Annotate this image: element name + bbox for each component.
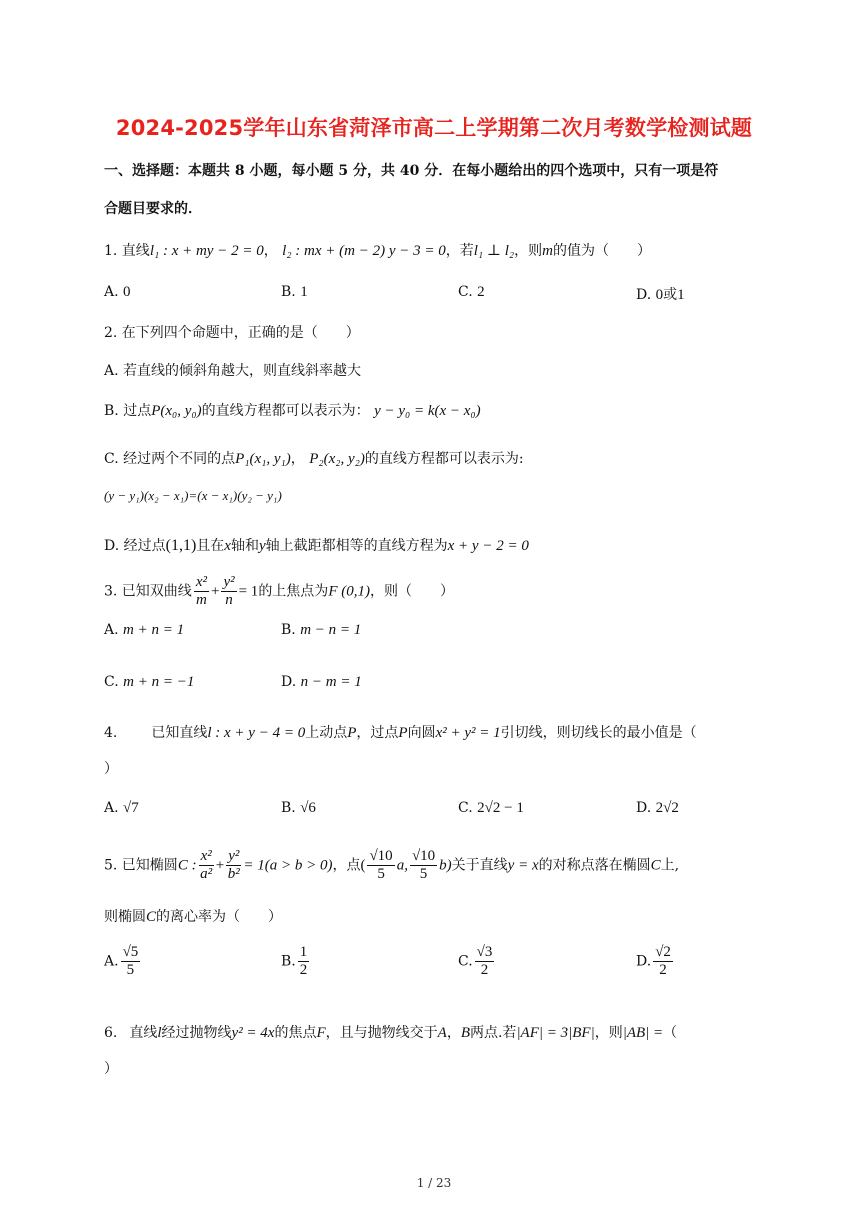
option-label: D. bbox=[636, 800, 652, 816]
q1-condition-prefix: ，若 bbox=[445, 243, 474, 259]
option-value: m − n = 1 bbox=[300, 622, 362, 638]
q3-focus: F (0,1) bbox=[328, 583, 370, 600]
q4-number: 4. bbox=[104, 725, 118, 741]
page-title: 2024-2025学年山东省菏泽市高二上学期第二次月考数学检测试题 bbox=[115, 116, 753, 140]
q3-equals: = 1 bbox=[238, 583, 259, 600]
q5-line2-prefix: 则椭圆 bbox=[104, 909, 146, 925]
q2-c-equation-text: (y − y₁)(x₂ − x₁)=(x − x₁)(y₂ − y₁) bbox=[104, 488, 282, 503]
q3-middle: 的上焦点为 bbox=[258, 583, 329, 600]
option-label: D. bbox=[636, 953, 652, 970]
q5-option-c[interactable] bbox=[458, 944, 496, 979]
q6-separator: ， bbox=[446, 1025, 461, 1041]
q4-tail: 引切线，则切线长的最小值是（ bbox=[500, 725, 697, 741]
q5-point-frac-b bbox=[410, 848, 437, 883]
q2-d-y: y bbox=[258, 538, 266, 554]
option-label: A. bbox=[104, 622, 119, 638]
option-connector: 或 bbox=[663, 287, 678, 303]
option-value-2: 1 bbox=[677, 287, 685, 303]
q2-option-d[interactable] bbox=[104, 535, 529, 555]
fraction-denominator: 5 bbox=[419, 866, 428, 882]
fraction-numerator: 1 bbox=[299, 944, 308, 960]
q2-c-equation bbox=[104, 488, 282, 504]
option-label: B. bbox=[281, 284, 296, 300]
fraction-numerator: √10 bbox=[369, 848, 393, 864]
fraction-numerator: √3 bbox=[476, 944, 493, 960]
option-value: 2√2 − 1 bbox=[477, 800, 524, 816]
q5-condition: = 1(a > b > 0) bbox=[243, 857, 333, 874]
q6-focus-f: F bbox=[316, 1025, 326, 1041]
q2-c-point1: P₁(x₁, y₁) bbox=[235, 451, 291, 467]
option-label: A. bbox=[104, 953, 119, 970]
question-2-stem: 2. 在下列四个命题中，正确的是（ ） bbox=[104, 325, 360, 341]
option-value: 0 bbox=[123, 284, 131, 300]
q5-option-a[interactable] bbox=[104, 944, 142, 979]
q1-option-d[interactable] bbox=[636, 284, 685, 304]
q6-number: 6. bbox=[104, 1025, 118, 1041]
q5-point-frac-a bbox=[367, 848, 394, 883]
q4-mid1: 上动点 bbox=[305, 725, 348, 741]
fraction-denominator: a² bbox=[200, 866, 213, 882]
q6-tail-line2: ） bbox=[104, 1061, 118, 1077]
q4-option-c[interactable] bbox=[458, 800, 524, 817]
q6-mid1: 经过抛物线 bbox=[161, 1025, 232, 1041]
fraction-numerator: √5 bbox=[122, 944, 139, 960]
q5-line2-c: C bbox=[146, 909, 157, 925]
question-1-stem bbox=[104, 240, 651, 260]
page-number: 1 / 23 bbox=[416, 1176, 452, 1190]
option-value: 1 bbox=[300, 284, 308, 300]
q1-condition: l₁ ⊥ l₂ bbox=[473, 243, 515, 259]
q2-c-tail: 的直线方程都可以表示为: bbox=[364, 451, 524, 467]
q1-option-c[interactable] bbox=[458, 284, 485, 301]
q2-b-middle: 的直线方程都可以表示为： bbox=[201, 403, 370, 419]
q1-separator: ， bbox=[263, 243, 278, 259]
option-value: √6 bbox=[300, 800, 316, 816]
q3-fraction-y bbox=[221, 574, 236, 609]
q1-option-b[interactable] bbox=[281, 284, 308, 301]
q1-condition-suffix: ，则 bbox=[514, 243, 543, 259]
q5-tail: 的对称点落在椭圆 bbox=[538, 857, 651, 874]
q1-tail: 的值为（ ） bbox=[552, 243, 651, 259]
q4-option-b[interactable] bbox=[281, 800, 316, 817]
option-value: n − m = 1 bbox=[300, 674, 362, 690]
option-value: 0 bbox=[655, 287, 664, 303]
q6-line-l: l bbox=[157, 1025, 162, 1041]
fraction-denominator: 2 bbox=[659, 962, 667, 978]
fraction-denominator: 2 bbox=[299, 962, 308, 978]
q2-option-b[interactable] bbox=[104, 400, 481, 420]
fraction-denominator: n bbox=[225, 592, 233, 608]
option-label: C. bbox=[458, 284, 473, 300]
q5-prefix: 5. 已知椭圆 bbox=[104, 857, 178, 874]
q5-middle: ，点 bbox=[332, 857, 361, 874]
option-fraction bbox=[121, 944, 141, 979]
q5-point-b: b) bbox=[439, 857, 452, 874]
q5-line: y = x bbox=[507, 857, 539, 874]
q6-prefix: 直线 bbox=[129, 1025, 158, 1041]
q6-point-a: A bbox=[437, 1025, 447, 1041]
q2-option-a[interactable]: A. 若直线的倾斜角越大，则直线斜率越大 bbox=[104, 363, 362, 379]
q3-option-a[interactable] bbox=[104, 622, 184, 639]
option-fraction bbox=[475, 944, 495, 979]
q5-middle2: 关于直线 bbox=[451, 857, 508, 874]
option-label: C. bbox=[458, 953, 473, 970]
fraction-numerator: y² bbox=[228, 848, 240, 864]
q4-prefix: 已知直线 bbox=[151, 725, 208, 741]
q2-d-equation: x + y − 2 = 0 bbox=[447, 538, 529, 554]
option-label: A. bbox=[104, 284, 119, 300]
section-instructions-line1: 一、选择题：本题共 8 小题，每小题 5 分，共 40 分．在每小题给出的四个选项中，只有一项是符 bbox=[104, 163, 719, 179]
fraction-numerator: √2 bbox=[655, 944, 671, 960]
option-fraction bbox=[298, 944, 310, 979]
q1-variable: m bbox=[542, 243, 553, 259]
q4-tail-line2: ） bbox=[104, 761, 118, 777]
q6-parabola: y² = 4x bbox=[231, 1025, 275, 1041]
q2-option-c[interactable] bbox=[104, 448, 524, 468]
fraction-numerator: x² bbox=[200, 848, 212, 864]
q6-ask: |AB| = bbox=[622, 1025, 664, 1041]
option-label: C. bbox=[458, 800, 473, 816]
q3-option-c[interactable] bbox=[104, 674, 194, 691]
option-value: 2√2 bbox=[655, 800, 679, 816]
q4-line-equation: l : x + y − 4 = 0 bbox=[207, 725, 306, 741]
q6-point-b: B bbox=[460, 1025, 470, 1041]
option-label: D. bbox=[636, 287, 652, 303]
q4-circle-equation: x² + y² = 1 bbox=[435, 725, 501, 741]
q3-option-d[interactable] bbox=[281, 674, 362, 691]
q6-mid2: 的焦点 bbox=[274, 1025, 317, 1041]
q5-option-b[interactable] bbox=[281, 944, 311, 979]
q5-point-open: ( bbox=[360, 857, 366, 874]
q4-mid3: 向圆 bbox=[407, 725, 436, 741]
option-label: B. bbox=[281, 953, 296, 970]
fraction-denominator: b² bbox=[227, 866, 240, 882]
q5-tail2: 上, bbox=[660, 857, 680, 874]
fraction-denominator: 5 bbox=[377, 866, 385, 882]
q5-option-d[interactable] bbox=[636, 944, 675, 979]
q3-prefix: 3. 已知双曲线 bbox=[104, 583, 192, 600]
q1-option-a[interactable] bbox=[104, 284, 131, 301]
fraction-numerator: √10 bbox=[411, 848, 436, 864]
question-6-stem bbox=[104, 1022, 677, 1042]
option-value: m + n = 1 bbox=[123, 622, 185, 638]
q2-d-point: (1,1) bbox=[165, 537, 197, 554]
option-fraction bbox=[653, 944, 673, 979]
option-value: 2 bbox=[477, 284, 485, 300]
q3-fraction-x bbox=[194, 574, 209, 609]
q2-b-prefix: B. 过点 bbox=[104, 403, 152, 419]
option-value: m + n = −1 bbox=[123, 674, 195, 690]
option-label: D. bbox=[281, 674, 297, 690]
section-instructions-line2: 合题目要求的． bbox=[104, 201, 202, 217]
q2-c-point2: P₂(x₂, y₂) bbox=[309, 451, 365, 467]
q5-fraction-y bbox=[226, 848, 241, 883]
q2-c-separator: ， bbox=[290, 451, 305, 467]
q2-b-equation: y − y₀ = k(x − x₀) bbox=[374, 403, 481, 419]
question-5-stem: 5. 已知椭圆C : $\frac{\text{x²}}{\text{a²}}$ + $\frac{\text{y²}}{\text{b²}}$ = 1(a > b > 0)，点( $\frac{√10}{5}$ a, $\frac{√10}{5}$ b)关于直线y = x的对称点落在椭圆C上, bbox=[104, 848, 680, 882]
q2-c-prefix: C. 经过两个不同的点 bbox=[104, 451, 236, 467]
fraction-denominator: 2 bbox=[480, 962, 489, 978]
fraction-numerator: y² bbox=[223, 574, 235, 590]
q3-tail: ，则（ ） bbox=[369, 583, 454, 600]
q2-d-mid1: 且在 bbox=[196, 538, 225, 554]
q6-mid5: ，则 bbox=[594, 1025, 623, 1041]
fraction-denominator: 5 bbox=[126, 962, 135, 978]
q5-fraction-x bbox=[199, 848, 214, 883]
q2-b-point: P(x₀, y₀) bbox=[151, 403, 202, 419]
q5-tail-c: C bbox=[650, 857, 661, 874]
option-label: C. bbox=[104, 674, 119, 690]
q1-line1-equation: l₁ : x + my − 2 = 0 bbox=[149, 243, 264, 259]
fraction-numerator: x² bbox=[195, 574, 207, 590]
q4-point-p: P bbox=[347, 725, 357, 741]
q6-mid4: 两点.若 bbox=[469, 1025, 517, 1041]
q1-number: 1. 直线 bbox=[104, 243, 150, 259]
question-4-stem bbox=[104, 722, 697, 742]
q5-point-a: a, bbox=[396, 857, 408, 874]
fraction-denominator: m bbox=[195, 592, 207, 608]
q6-condition: |AF| = 3|BF| bbox=[516, 1025, 595, 1041]
option-label: B. bbox=[281, 622, 296, 638]
q4-option-d[interactable] bbox=[636, 800, 679, 817]
q4-point-p-2: P bbox=[398, 725, 408, 741]
q2-d-mid2: 轴和 bbox=[230, 538, 259, 554]
q5-line2-tail: 的离心率为（ ） bbox=[156, 909, 283, 925]
q2-d-x: x bbox=[224, 538, 231, 554]
q5-ellipse-name: C : bbox=[177, 857, 197, 874]
q5-line2 bbox=[104, 906, 282, 926]
q4-mid2: ，过点 bbox=[356, 725, 399, 741]
q3-option-b[interactable] bbox=[281, 622, 361, 639]
question-3-stem: 3. 已知双曲线 $\frac{\text{x²}}{m}$ + $\frac{\text{y²}}{n}$ = 1的上焦点为F (0,1)，则（ ） bbox=[104, 574, 454, 608]
option-label: B. bbox=[281, 800, 296, 816]
q6-mid3: ，且与抛物线交于 bbox=[325, 1025, 438, 1041]
q6-tail: （ bbox=[663, 1025, 678, 1041]
q2-d-mid3: 轴上截距都相等的直线方程为 bbox=[265, 538, 448, 554]
q4-option-a[interactable] bbox=[104, 800, 139, 817]
option-value: √7 bbox=[123, 800, 139, 816]
option-label: A. bbox=[104, 800, 119, 816]
q1-line2-equation: l₂ : mx + (m − 2) y − 3 = 0 bbox=[282, 243, 446, 259]
q2-d-prefix: D. 经过点 bbox=[104, 538, 166, 554]
